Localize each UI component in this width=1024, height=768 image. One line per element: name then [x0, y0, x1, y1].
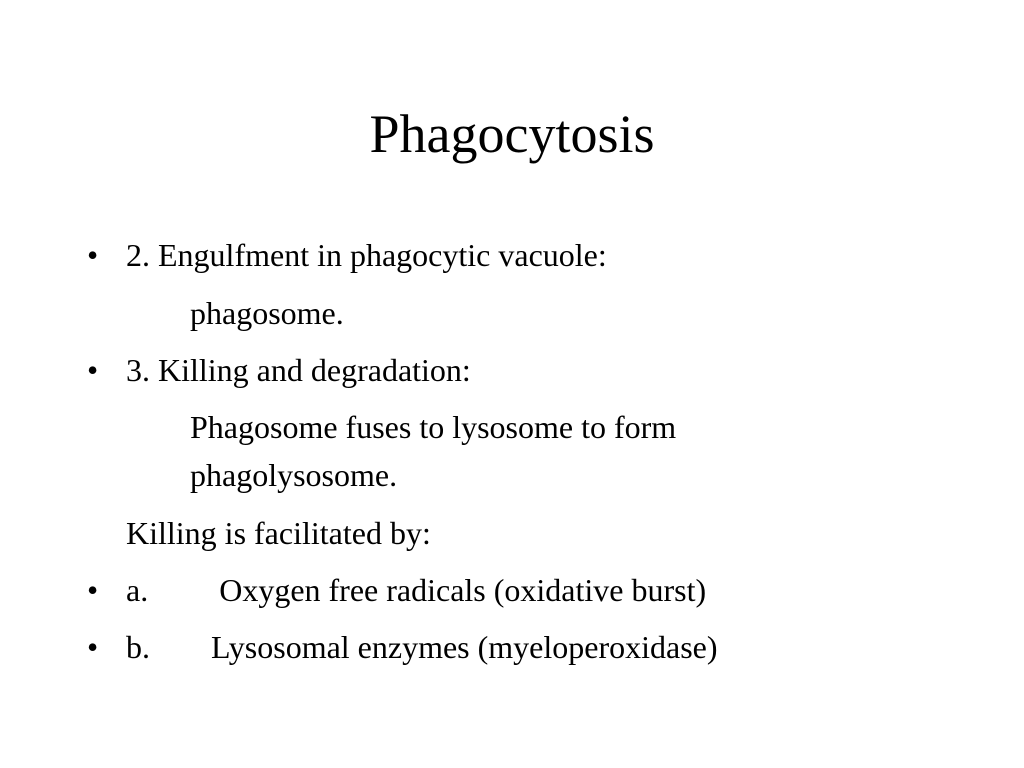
bullet-item-b [126, 627, 718, 667]
bullet-marker-a: a. [126, 572, 149, 608]
bullet-text-oxygen: Oxygen free radicals (oxidative burst) [219, 572, 707, 608]
bullet-dot-icon: • [87, 572, 99, 608]
paragraph-killing-facilitated: Killing is facilitated by: [126, 515, 431, 551]
bullet-dot-icon: • [87, 237, 99, 273]
bullet-marker-b: b. [126, 629, 150, 665]
sub-item-phagosome: phagosome. [190, 295, 344, 331]
bullet-text-lysosomal: Lysosomal enzymes (myeloperoxidase) [211, 629, 718, 665]
sub-item-phagosome-fuses: Phagosome fuses to lysosome to form [190, 409, 677, 445]
sub-item-phagolysosome: phagolysosome. [190, 457, 398, 493]
slide-title: Phagocytosis [369, 104, 655, 164]
bullet-item-engulfment: 2. Engulfment in phagocytic vacuole: [126, 237, 607, 273]
bullet-dot-icon: • [87, 352, 99, 388]
bullet-item-killing: 3. Killing and degradation: [126, 352, 471, 388]
bullet-item-a [126, 570, 706, 610]
bullet-dot-icon: • [87, 629, 99, 665]
